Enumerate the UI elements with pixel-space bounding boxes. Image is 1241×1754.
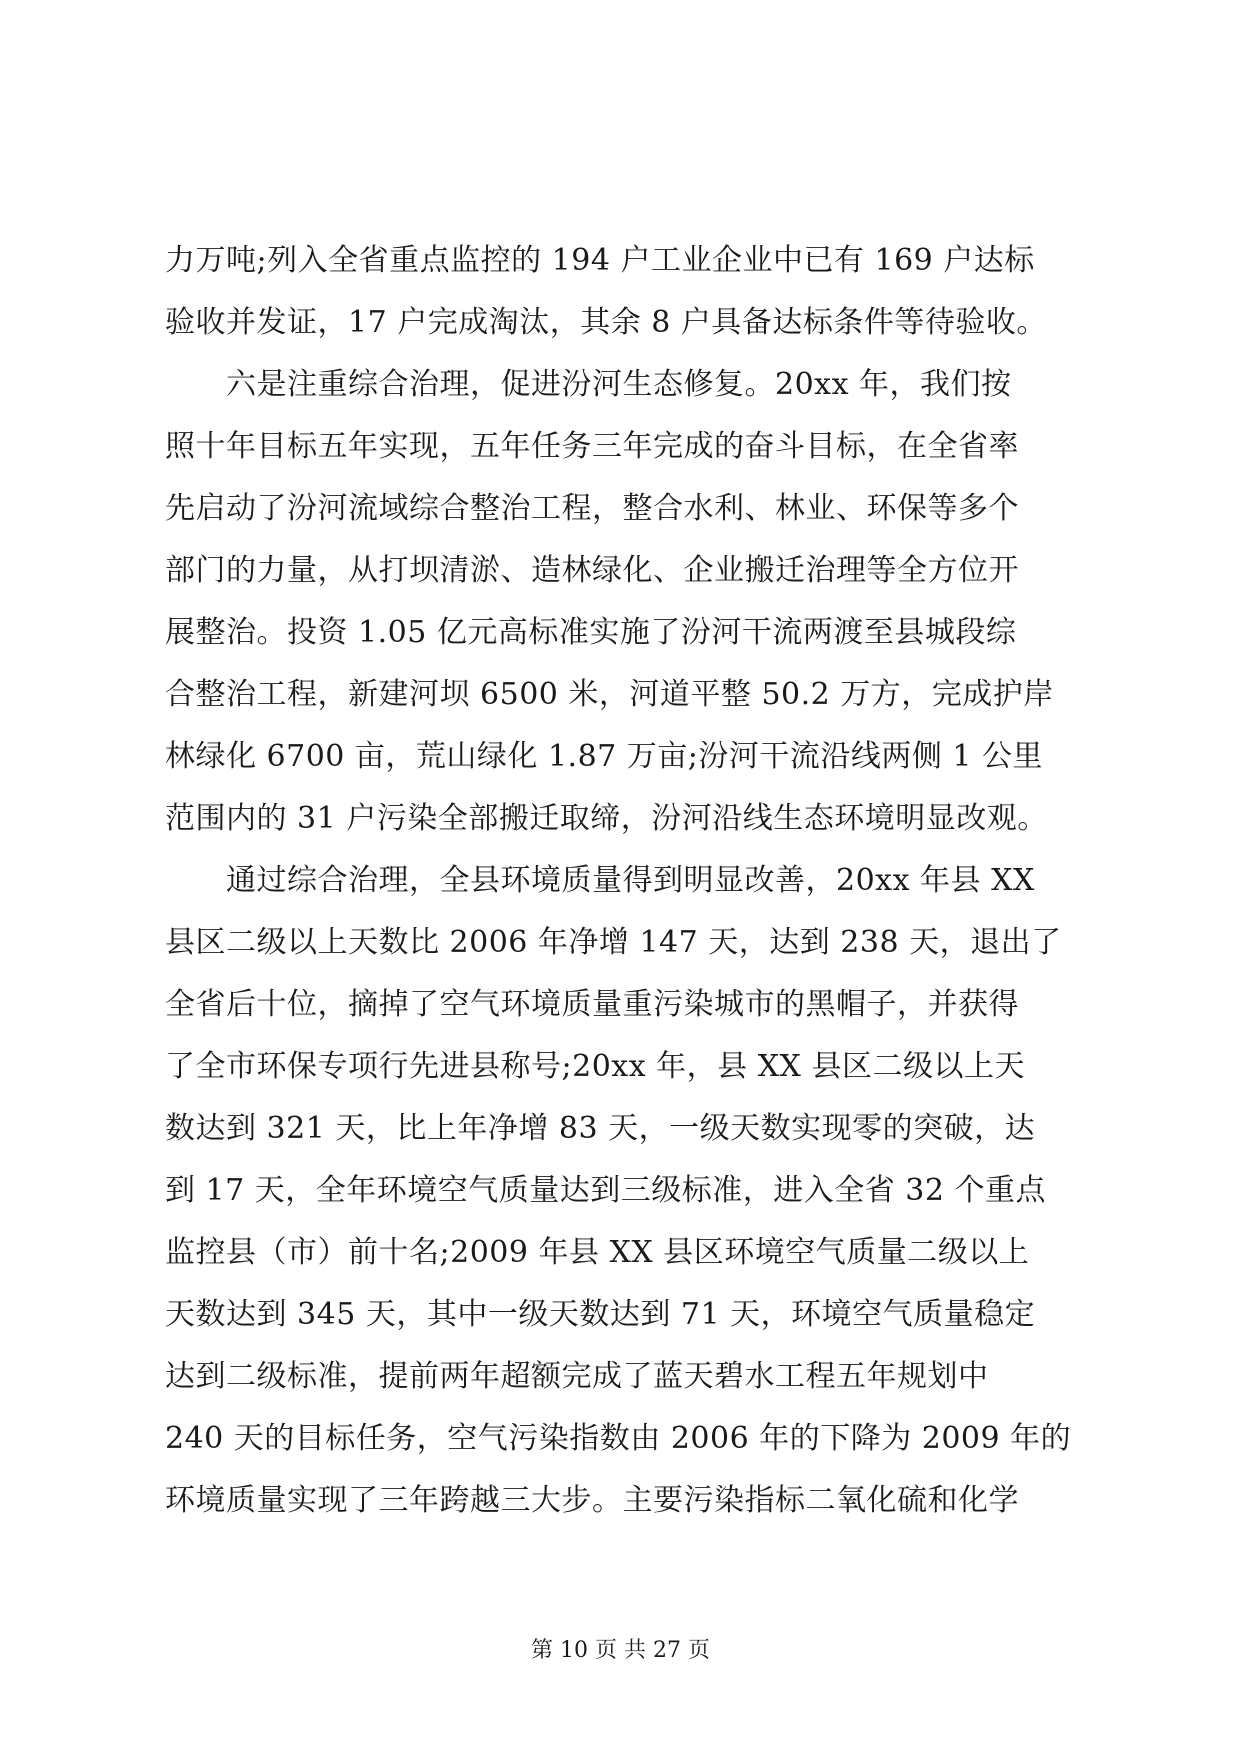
text-line: 通过综合治理，全县环境质量得到明显改善，20xx 年县 XX xyxy=(165,863,1035,898)
text-line: 监控县（市）前十名;2009 年县 XX 县区环境空气质量二级以上 xyxy=(165,1235,1030,1270)
text-line: 240 天的目标任务，空气污染指数由 2006 年的下降为 2009 年的 xyxy=(165,1421,1072,1456)
text-line: 六是注重综合治理，促进汾河生态修复。20xx 年，我们按 xyxy=(165,367,1012,402)
text-line: 数达到 321 天，比上年净增 83 天，一级天数实现零的突破，达 xyxy=(165,1111,1036,1146)
text-line: 天数达到 345 天，其中一级天数达到 71 天，环境空气质量稳定 xyxy=(165,1297,1036,1332)
text-line: 环境质量实现了三年跨越三大步。主要污染指标二氧化硫和化学 xyxy=(165,1483,1019,1518)
text-line: 县区二级以上天数比 2006 年净增 147 天，达到 238 天，退出了 xyxy=(165,925,1062,960)
text-line: 林绿化 6700 亩，荒山绿化 1.87 万亩;汾河干流沿线两侧 1 公里 xyxy=(165,739,1044,774)
text-line: 了全市环保专项行先进县称号;20xx 年，县 XX 县区二级以上天 xyxy=(165,1049,1025,1084)
text-line: 部门的力量，从打坝清淤、造林绿化、企业搬迁治理等全方位开 xyxy=(165,553,1019,588)
text-line: 全省后十位，摘掉了空气环境质量重污染城市的黑帽子，并获得 xyxy=(165,987,1019,1022)
text-line: 照十年目标五年实现，五年任务三年完成的奋斗目标，在全省率 xyxy=(165,429,1019,464)
text-line: 到 17 天，全年环境空气质量达到三级标准，进入全省 32 个重点 xyxy=(165,1173,1046,1208)
text-line: 验收并发证，17 户完成淘汰，其余 8 户具备达标条件等待验收。 xyxy=(165,305,1047,340)
text-line: 力万吨;列入全省重点监控的 194 户工业企业中已有 169 户达标 xyxy=(165,243,1035,278)
text-line: 合整治工程，新建河坝 6500 米，河道平整 50.2 万方，完成护岸 xyxy=(165,677,1054,712)
text-line: 达到二级标准，提前两年超额完成了蓝天碧水工程五年规划中 xyxy=(165,1359,989,1394)
text-line: 展整治。投资 1.05 亿元高标准实施了汾河干流两渡至县城段综 xyxy=(165,615,1017,650)
text-line: 先启动了汾河流域综合整治工程，整合水利、林业、环保等多个 xyxy=(165,491,1019,526)
page-number-footer: 第 10 页 共 27 页 xyxy=(531,1638,710,1663)
text-line: 范围内的 31 户污染全部搬迁取缔，汾河沿线生态环境明显改观。 xyxy=(165,801,1048,836)
